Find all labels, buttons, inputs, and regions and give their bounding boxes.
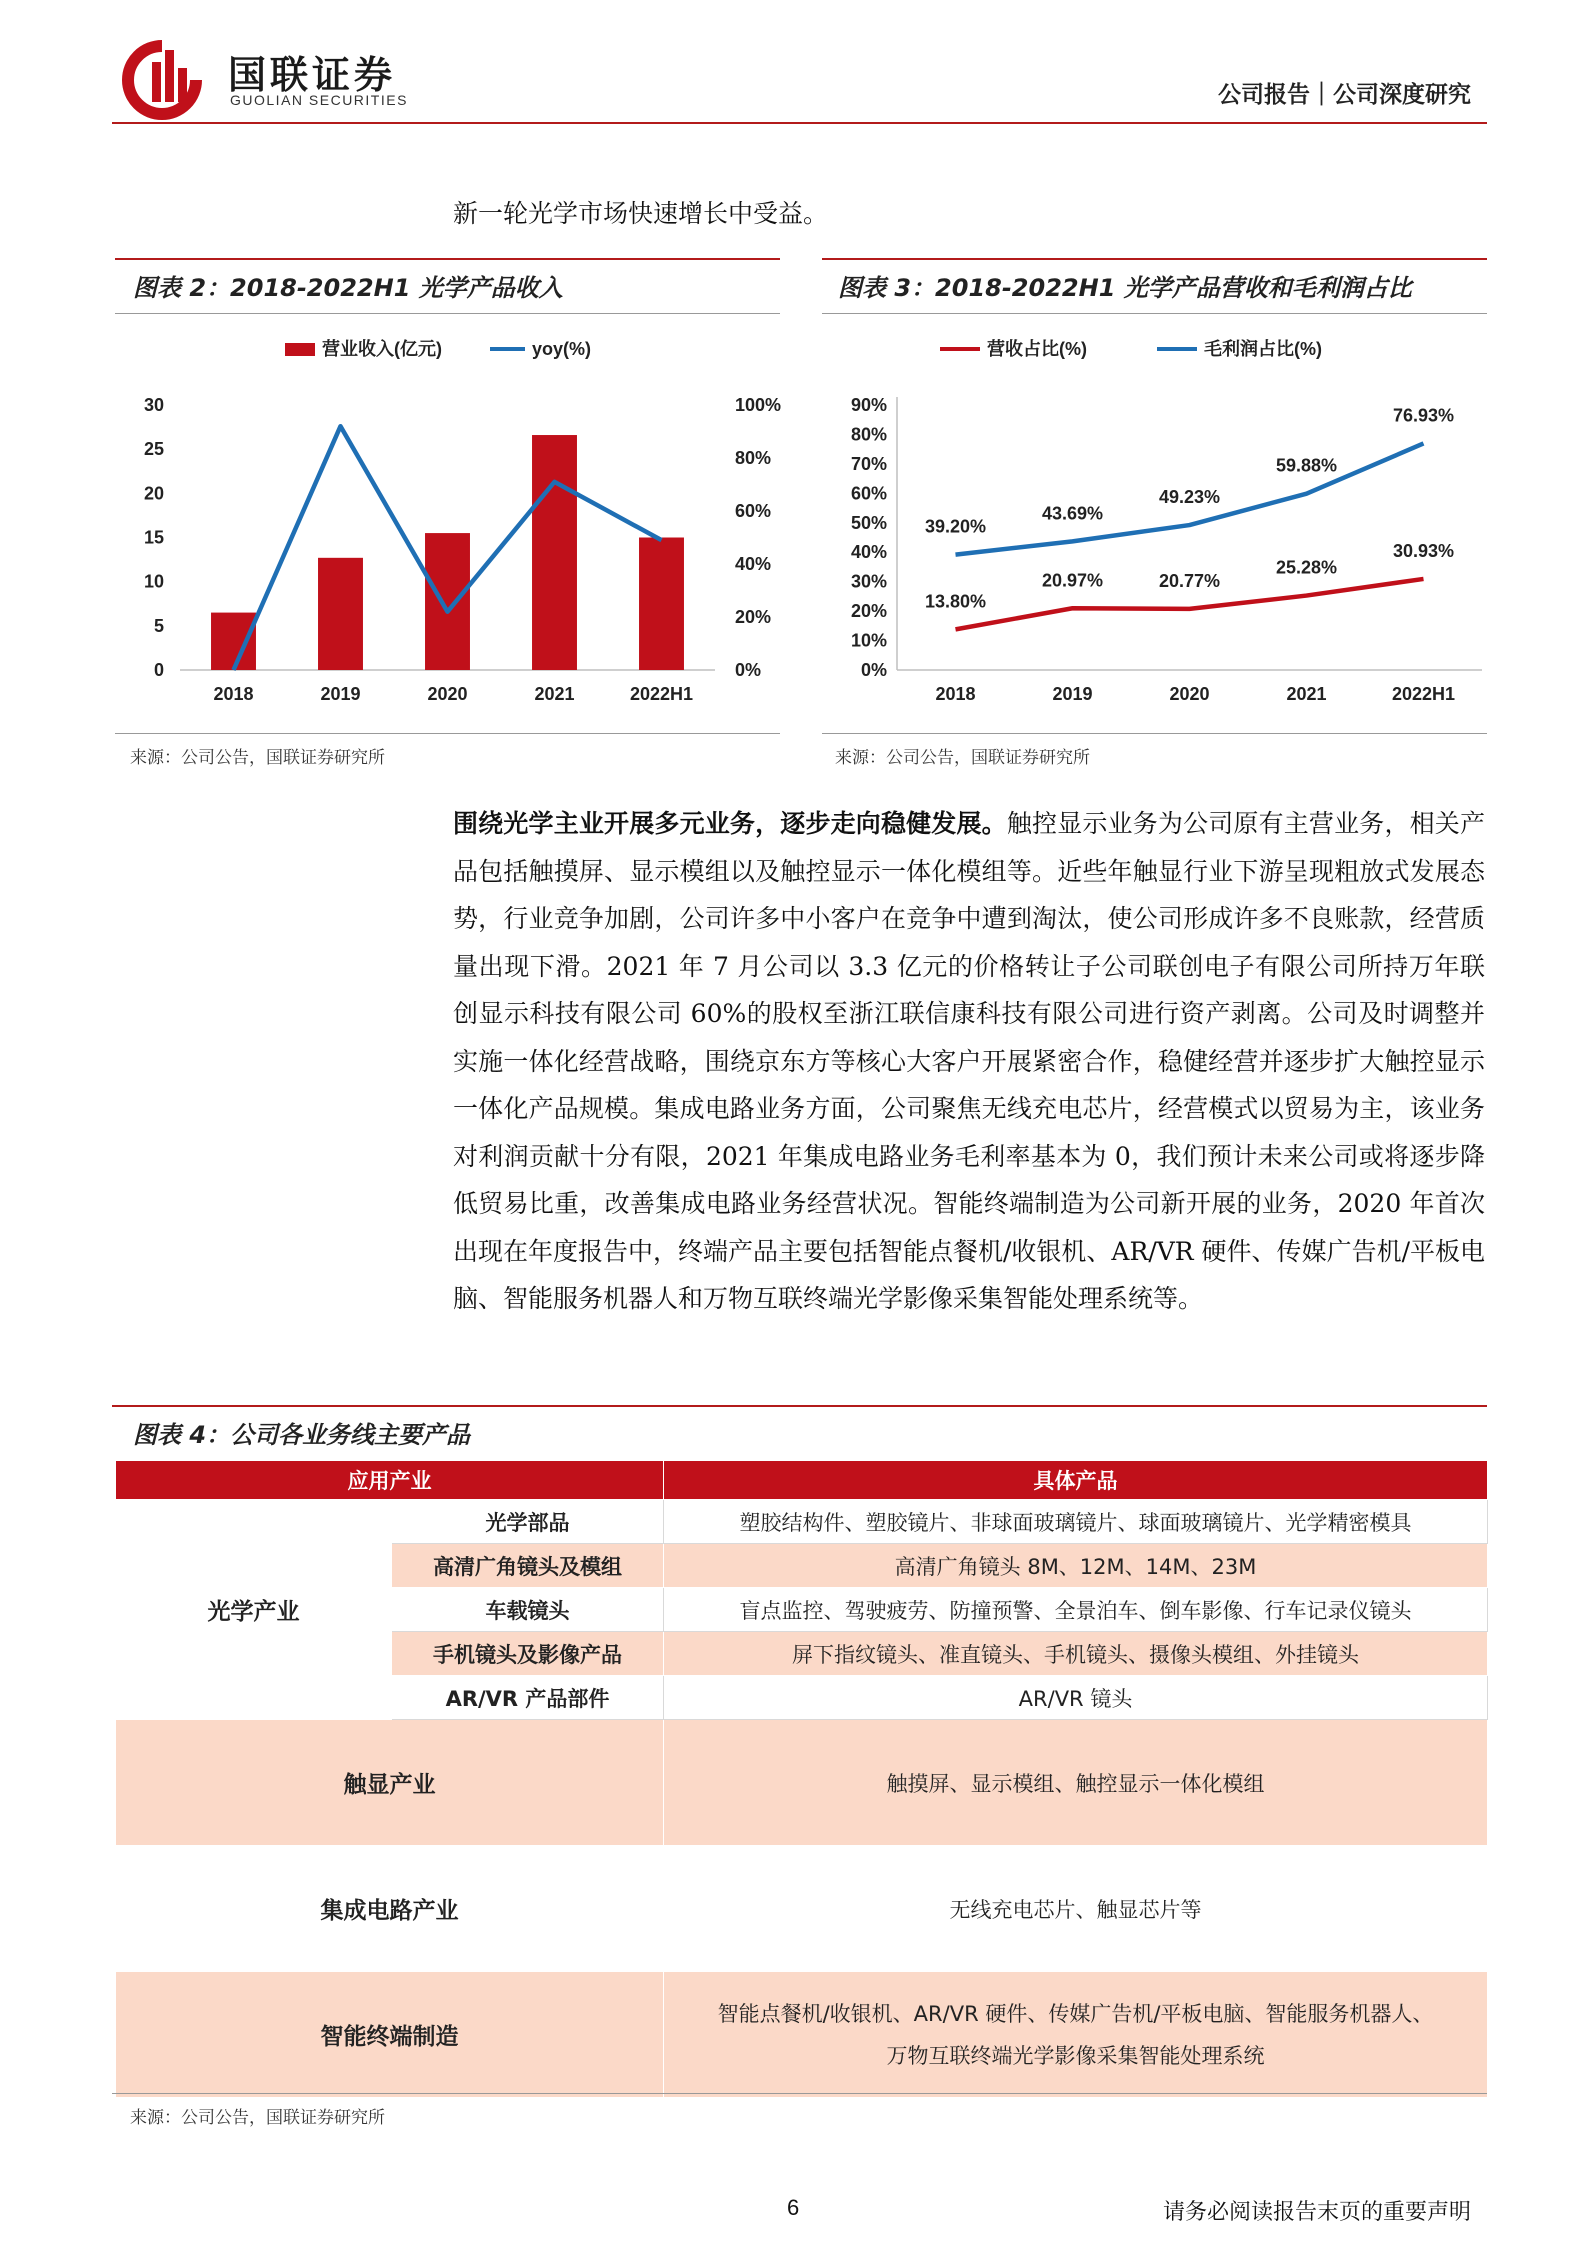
page-number: 6 bbox=[787, 2195, 800, 2220]
data-label: 20.97% bbox=[1041, 570, 1104, 591]
intro-text-line: 新一轮光学市场快速增长中受益。 bbox=[453, 199, 829, 228]
data-label: 76.93% bbox=[1392, 405, 1455, 426]
guolian-logo-icon bbox=[112, 40, 212, 120]
product-list: 盲点监控、驾驶疲劳、防撞预警、全景泊车、倒车影像、行车记录仪镜头 bbox=[664, 1588, 1488, 1632]
product-list: 屏下指纹镜头、准直镜头、手机镜头、摄像头模组、外挂镜头 bbox=[664, 1632, 1488, 1676]
industry-touch: 触显产业 bbox=[116, 1720, 664, 1846]
product-list: 高清广角镜头 8M、12M、14M、23M bbox=[664, 1544, 1488, 1588]
y-right-tick-label: 20% bbox=[735, 607, 772, 627]
figure4-source: 来源：公司公告，国联证券研究所 bbox=[130, 2108, 385, 2128]
sub-category: 手机镜头及影像产品 bbox=[392, 1632, 664, 1676]
products-table bbox=[115, 1460, 1488, 2098]
logo-english-name: GUOLIAN SECURITIES bbox=[230, 92, 408, 108]
x-tick-label: 2021 bbox=[1286, 684, 1327, 704]
figure2-top-rule bbox=[115, 258, 780, 260]
product-list bbox=[664, 1972, 1488, 2098]
legend-label-yoy: yoy(%) bbox=[532, 339, 592, 359]
data-label: 43.69% bbox=[1041, 503, 1104, 524]
x-tick-label: 2018 bbox=[935, 684, 976, 704]
industry-ic: 集成电路产业 bbox=[116, 1846, 664, 1972]
header-products: 具体产品 bbox=[664, 1461, 1488, 1500]
figure3-chart bbox=[822, 320, 1487, 720]
sub-category: 车载镜头 bbox=[392, 1588, 664, 1632]
data-label: 49.23% bbox=[1158, 487, 1221, 508]
y-left-tick-label: 0 bbox=[153, 660, 164, 680]
y-tick-label: 50% bbox=[850, 512, 887, 533]
y-left-tick-label: 25 bbox=[143, 439, 164, 460]
data-label: 13.80% bbox=[924, 591, 987, 612]
y-left-tick-label: 20 bbox=[143, 483, 164, 504]
legend-swatch-revenue bbox=[285, 343, 315, 356]
y-tick-label: 0% bbox=[860, 660, 887, 680]
x-tick-label: 2022H1 bbox=[1391, 684, 1456, 704]
product-list: 触摸屏、显示模组、触控显示一体化模组 bbox=[664, 1720, 1488, 1846]
bar-revenue bbox=[532, 435, 577, 670]
data-label: 20.77% bbox=[1158, 570, 1221, 591]
y-left-tick-label: 5 bbox=[153, 615, 164, 636]
y-right-tick-label: 100% bbox=[735, 395, 782, 415]
data-label: 59.88% bbox=[1275, 455, 1338, 476]
figure3-title: 图表 3：2018-2022H1 光学产品营收和毛利润占比 bbox=[838, 274, 1412, 302]
y-tick-label: 90% bbox=[850, 395, 887, 415]
y-tick-label: 70% bbox=[850, 453, 887, 474]
y-right-tick-label: 60% bbox=[735, 501, 772, 521]
x-tick-label: 2018 bbox=[213, 684, 254, 704]
sub-category: 光学部品 bbox=[392, 1500, 664, 1544]
product-list: 塑胶结构件、塑胶镜片、非球面玻璃镜片、球面玻璃镜片、光学精密模具 bbox=[664, 1500, 1488, 1544]
x-tick-label: 2021 bbox=[534, 684, 575, 704]
body-lead-sentence: 围绕光学主业开展多元业务，逐步走向稳健发展。 bbox=[453, 809, 1007, 838]
legend-label-revenue: 营业收入(亿元) bbox=[322, 339, 442, 359]
table-row bbox=[116, 1846, 1488, 1972]
table-row bbox=[116, 1720, 1488, 1846]
figure3-bottom-rule bbox=[822, 733, 1487, 734]
sub-category: AR/VR 产品部件 bbox=[392, 1676, 664, 1720]
table-row bbox=[116, 1972, 1488, 2098]
y-tick-label: 80% bbox=[850, 424, 887, 445]
figure2-bottom-rule bbox=[115, 733, 780, 734]
industry-optical: 光学产业 bbox=[116, 1500, 392, 1720]
figure2-title-rule bbox=[115, 313, 780, 314]
body-paragraph bbox=[453, 800, 1485, 1323]
footer-disclaimer: 请务必阅读报告末页的重要声明 bbox=[1162, 2200, 1471, 2225]
y-left-tick-label: 15 bbox=[143, 527, 164, 548]
report-type-label: 公司报告｜公司深度研究 bbox=[1218, 82, 1471, 108]
header-divider bbox=[112, 122, 1487, 124]
figure4-bottom-rule bbox=[112, 2093, 1487, 2094]
figure3-top-rule bbox=[822, 258, 1487, 260]
data-label: 30.93% bbox=[1392, 540, 1455, 561]
y-left-tick-label: 30 bbox=[143, 395, 164, 415]
y-tick-label: 60% bbox=[850, 483, 887, 504]
figure2-source: 来源：公司公告，国联证券研究所 bbox=[130, 748, 385, 768]
x-tick-label: 2020 bbox=[1169, 684, 1210, 704]
logo-chinese-name: 国联证券 bbox=[228, 53, 397, 97]
y-right-tick-label: 80% bbox=[735, 448, 772, 468]
legend-label-gross-profit-share: 毛利润占比(%) bbox=[1204, 339, 1322, 359]
product-list-line: 智能点餐机/收银机、AR/VR 硬件、传媒广告机/平板电脑、智能服务机器人、 bbox=[717, 2001, 1434, 2026]
data-label: 39.20% bbox=[924, 516, 987, 537]
y-left-tick-label: 10 bbox=[143, 571, 164, 592]
figure2-title: 图表 2：2018-2022H1 光学产品收入 bbox=[133, 274, 563, 302]
legend-label-revenue-share: 营收占比(%) bbox=[987, 339, 1087, 359]
figure3-source: 来源：公司公告，国联证券研究所 bbox=[835, 748, 1090, 768]
product-list-line: 万物互联终端光学影像采集智能处理系统 bbox=[886, 2043, 1265, 2068]
figure3-title-rule bbox=[822, 313, 1487, 314]
table-header-row bbox=[116, 1461, 1488, 1500]
product-list: 无线充电芯片、触显芯片等 bbox=[664, 1846, 1488, 1972]
table-row bbox=[116, 1500, 1488, 1544]
y-tick-label: 30% bbox=[850, 571, 887, 592]
product-list: AR/VR 镜头 bbox=[664, 1676, 1488, 1720]
x-tick-label: 2020 bbox=[427, 684, 468, 704]
x-tick-label: 2022H1 bbox=[629, 684, 694, 704]
data-label: 25.28% bbox=[1275, 557, 1338, 578]
bar-revenue bbox=[211, 613, 256, 670]
x-tick-label: 2019 bbox=[1052, 684, 1093, 704]
bar-revenue bbox=[318, 558, 363, 670]
y-right-tick-label: 40% bbox=[735, 554, 772, 574]
bar-revenue bbox=[639, 538, 684, 671]
y-tick-label: 20% bbox=[850, 601, 887, 622]
industry-terminal: 智能终端制造 bbox=[116, 1972, 664, 2098]
sub-category: 高清广角镜头及模组 bbox=[392, 1544, 664, 1588]
header-industry: 应用产业 bbox=[116, 1461, 664, 1500]
figure2-chart bbox=[115, 320, 780, 720]
y-tick-label: 40% bbox=[850, 542, 887, 563]
bar-revenue bbox=[425, 533, 470, 670]
y-right-tick-label: 0% bbox=[735, 660, 762, 680]
y-tick-label: 10% bbox=[850, 630, 887, 651]
body-text: 触控显示业务为公司原有主营业务，相关产品包括触摸屏、显示模组以及触控显示一体化模组等。近些年触显行业下游呈现粗放式发展态势，行业竞争加剧，公司许多中小客户在竞争中遭到淘汰，使公司形成许多不良账款，经营质量出现下滑。2021 年 7 月公司以 3.3 亿元的价格转让子公司联创电子有限公司所持万年联创显示科技有限公司 60%的股权至浙江联信康科技有限公司进行资产剥离。公司及时调整并实施一体化经营战略，围绕京东方等核心大客户开展紧密合作，稳健经营并逐步扩大触控显示一体化产品规模。集成电路业务方面，公司聚焦无线充电芯片，经营模式以贸易为主，该业务对利润贡献十分有限，2021 年集成电路业务毛利率基本为 0，我们预计未来公司或将逐步降低贸易比重，改善集成电路业务经营状况。智能终端制造为公司新开展的业务，2020 年首次出现在年度报告中，终端产品主要包括智能点餐机/收银机、AR/VR 硬件、传媒广告机/平板电脑、智能服务机器人和万物互联终端光学影像采集智能处理系统等。 bbox=[453, 809, 1485, 1313]
figure4-title: 图表 4：公司各业务线主要产品 bbox=[133, 1421, 471, 1449]
figure4-top-rule bbox=[112, 1405, 1487, 1407]
x-tick-label: 2019 bbox=[320, 684, 361, 704]
